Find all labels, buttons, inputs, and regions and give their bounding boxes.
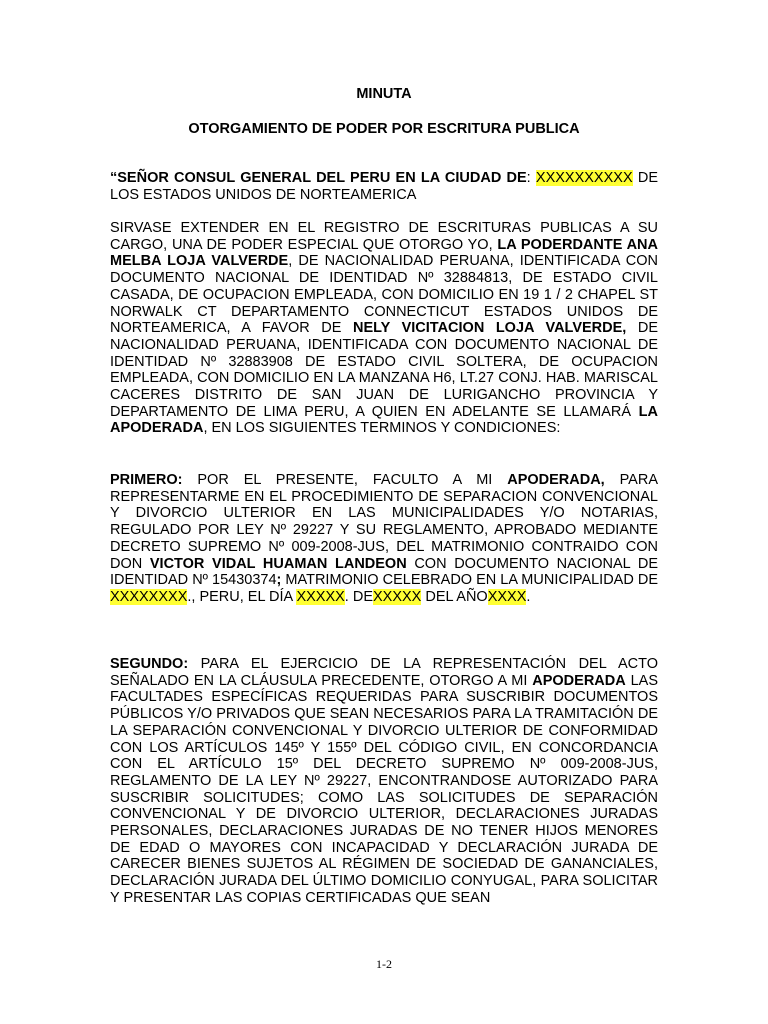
intro-text-3: DE NACIONALIDAD PERUANA, IDENTIFICADA CON DOCUMENTO NACIONAL DE IDENTIDAD Nº 32883908 DE ESTADO CIVIL SOLTERA, DE OCUPACION EMPLEADA, CON DOMICILIO EN LA MANZANA H6, LT.27 CONJ. HAB. MARISCAL CACERES DISTRITO DE SAN JUAN DE LURIGANCHO PROVINCIA Y DEPARTAMENTO DE LIMA PERU, A QUIEN EN ADELANTE SE LLAMARÁ xyxy=(110,320,658,420)
month-placeholder: XXXXX xyxy=(373,588,422,605)
salutation-paragraph xyxy=(110,170,658,203)
primero-text-2: PARA REPRESENTARME EN EL PROCEDIMIENTO DE SEPARACION CONVENCIONAL Y DIVORCIO ULTERIOR EN LAS MUNICIPALIDADES Y/O NOTARIAS, REGULADO POR LEY Nº 29227 Y SU REGLAMENTO, APROBADO MEDIANTE DECRETO SUPREMO Nº 009-2008-JUS, DEL MATRIMONIO CONTRAIDO CON DON xyxy=(110,472,658,572)
spouse-name: VICTOR VIDAL HUAMAN LANDEON xyxy=(149,555,407,572)
attorney-term: LA APODERADA xyxy=(110,403,658,437)
segundo-bold-1: APODERADA xyxy=(532,672,626,689)
primero-text-6: . DE xyxy=(344,588,373,605)
attorney-name: NELY VICITACION LOJA VALVERDE, xyxy=(352,320,627,337)
primero-text-3: CON DOCUMENTO NACIONAL DE IDENTIDAD Nº 15430374 xyxy=(110,555,658,589)
clause-primero xyxy=(110,472,658,606)
document-subtitle: OTORGAMIENTO DE PODER POR ESCRITURA PUBLICA xyxy=(188,121,580,137)
day-placeholder: XXXXX xyxy=(296,588,345,605)
intro-text-4: , EN LOS SIGUIENTES TERMINOS Y CONDICIONES: xyxy=(203,420,561,437)
intro-paragraph xyxy=(110,220,658,437)
page-number: 1-2 xyxy=(376,957,392,971)
clause-primero-label: PRIMERO: xyxy=(110,472,183,488)
primero-text-8: . xyxy=(526,588,531,605)
salutation-rest: DE LOS ESTADOS UNIDOS DE NORTEAMERICA xyxy=(110,170,658,203)
year-placeholder: XXXX xyxy=(487,588,527,605)
clause-segundo xyxy=(110,656,658,907)
salutation-heading: “SEÑOR CONSUL GENERAL DEL PERU EN LA CIUDAD DE xyxy=(110,170,527,186)
intro-text-2: , DE NACIONALIDAD PERUANA, IDENTIFICADA CON DOCUMENTO NACIONAL DE IDENTIDAD Nº 32884813, DE ESTADO CIVIL CASADA, DE OCUPACION EMPLEADA, CON DOMICILIO EN 19 1 / 2 CHAPEL ST NORWALK CT DEPARTAMENTO CONNECTICUT ESTADOS UNIDOS DE NORTEAMERICA, A FAVOR DE xyxy=(110,253,658,337)
segundo-text-2: LAS FACULTADES ESPECÍFICAS REQUERIDAS PARA SUSCRIBIR DOCUMENTOS PÚBLICOS Y/O PRIVADOS QUE SEAN NECESARIOS PARA LA TRAMITACIÓN DE LA SEPARACIÓN CONVENCIONAL Y DIVORCIO ULTERIOR DE CONFORMIDAD CON LOS ARTÍCULOS 145º Y 155º DEL CÓDIGO CIVIL, EN CONCORDANCIA CON EL ARTÍCULO 15º DEL DECRETO SUPREMO Nº 009-2008-JUS, REGLAMENTO DE LA LEY Nº 29227, ENCONTRANDOSE AUTORIZADO PARA SUSCRIBIR SOLICITUDES; COMO LAS SOLICITUDES DE SEPARACIÓN CONVENCIONAL Y DE DIVORCIO ULTERIOR, DECLARACIONES JURADAS PERSONALES, DECLARACIONES JURADAS DE NO TENER HIJOS MENORES DE EDAD O MAYORES CON INCAPACIDAD Y DECLARACIÓN JURADA DE CARECER BIENES SUJETOS AL RÉGIMEN DE SOCIEDAD DE GANANCIALES, DECLARACIÓN JURADA DEL ÚLTIMO DOMICILIO CONYUGAL, PARA SOLICITAR Y PRESENTAR LAS COPIAS CERTIFICADAS QUE SEAN xyxy=(110,672,658,906)
primero-text-1: POR EL PRESENTE, FACULTO A MI xyxy=(182,472,508,488)
intro-text-1: SIRVASE EXTENDER EN EL REGISTRO DE ESCRITURAS PUBLICAS A SU CARGO, UNA DE PODER ESPECIAL QUE OTORGO YO, xyxy=(110,220,658,253)
primero-semicolon: ; xyxy=(276,572,282,589)
salutation-colon: : xyxy=(526,170,536,186)
primero-text-7: DEL AÑO xyxy=(421,588,488,605)
city-placeholder: XXXXXXXXXX xyxy=(535,170,633,186)
primero-text-5: ., PERU, EL DÍA xyxy=(187,588,297,605)
grantor-name: LA PODERDANTE ANA MELBA LOJA VALVERDE xyxy=(110,236,658,270)
municipality-placeholder: XXXXXXXX xyxy=(110,588,188,605)
clause-segundo-label: SEGUNDO: xyxy=(110,656,189,672)
primero-bold-1: APODERADA, xyxy=(507,472,605,488)
segundo-text-1: PARA EL EJERCICIO DE LA REPRESENTACIÓN DEL ACTO SEÑALADO EN LA CLÁUSULA PRECEDENTE, OTORGO A MI xyxy=(110,656,658,689)
primero-text-4: MATRIMONIO CELEBRADO EN LA MUNICIPALIDAD DE xyxy=(281,572,659,589)
document-title: MINUTA xyxy=(356,86,412,102)
